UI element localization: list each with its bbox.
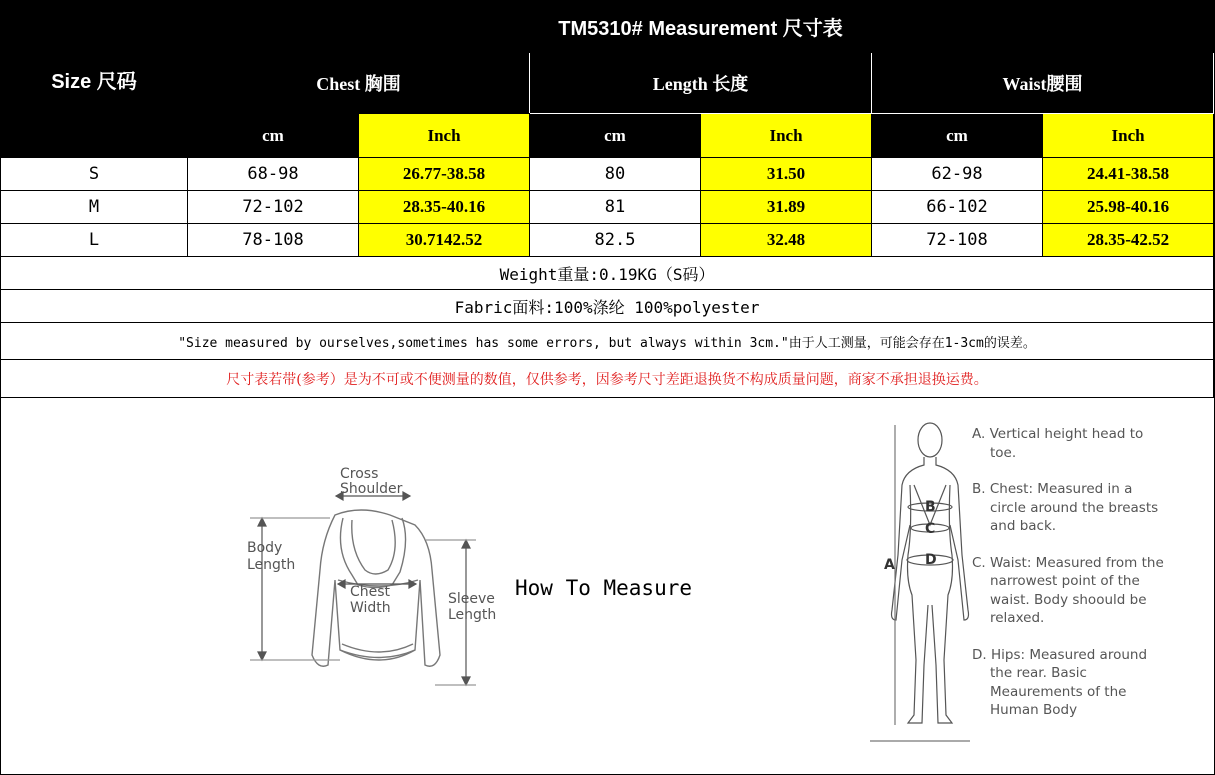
sleeve-length-label: Length: [448, 607, 497, 623]
chest-width-label: Chest: [350, 584, 391, 600]
cross-shoulder-label: Shoulder: [340, 481, 403, 497]
size-cell: M: [1, 191, 188, 224]
waist-group-header: Waist腰围: [872, 53, 1214, 114]
chest-cm-cell: 78-108: [188, 224, 359, 257]
unit-header-cm: cm: [530, 114, 701, 158]
body-measurement-legend: [972, 425, 1172, 738]
length-group-header: Length 长度: [530, 53, 872, 114]
waist-cm-cell: 72-108: [872, 224, 1043, 257]
size-header: Size 尺码: [1, 1, 188, 158]
body-length-label: Body: [247, 540, 283, 556]
waist-cm-cell: 62-98: [872, 158, 1043, 191]
unit-header-inch: Inch: [359, 114, 530, 158]
waist-inch-cell: 28.35-42.52: [1043, 224, 1214, 257]
waist-inch-cell: 24.41-38.58: [1043, 158, 1214, 191]
length-inch-cell: 32.48: [701, 224, 872, 257]
sleeve-length-label: Sleeve: [448, 591, 495, 607]
table-row: [1, 224, 1214, 257]
chest-inch-cell: 28.35-40.16: [359, 191, 530, 224]
error-note: "Size measured by ourselves,sometimes has some errors, but always within 3cm."由于人工测量，可能会存在1-3cm的误差。: [1, 323, 1214, 360]
table-row: [1, 191, 1214, 224]
body-length-label: Length: [247, 557, 296, 573]
fabric-note: Fabric面料:100%涤纶 100%polyester: [1, 290, 1214, 323]
length-inch-cell: 31.89: [701, 191, 872, 224]
chest-cm-cell: 72-102: [188, 191, 359, 224]
chart-title: TM5310# Measurement 尺寸表: [188, 1, 1214, 53]
legend-item-b: B. Chest: Measured in a circle around the breasts and back.: [972, 481, 1159, 534]
size-cell: L: [1, 224, 188, 257]
waist-inch-cell: 25.98-40.16: [1043, 191, 1214, 224]
chest-cm-cell: 68-98: [188, 158, 359, 191]
legend-item-c: C. Waist: Measured from the narrowest point of the waist. Body shoould be relaxed.: [972, 554, 1164, 626]
legend-item-d: D. Hips: Measured around the rear. Basic Meaurements of the Human Body: [972, 646, 1148, 718]
size-cell: S: [1, 158, 188, 191]
table-row: [1, 158, 1214, 191]
body-diagram: [870, 415, 970, 745]
chest-width-label: Width: [350, 600, 391, 616]
length-cm-cell: 80: [530, 158, 701, 191]
how-to-measure-title: How To Measure: [515, 576, 693, 600]
body-letter-a: A: [884, 557, 895, 573]
legend-item-a: A. Vertical height head to toe.: [972, 426, 1144, 461]
waist-cm-cell: 66-102: [872, 191, 1043, 224]
weight-note: Weight重量:0.19KG（S码）: [1, 257, 1214, 290]
unit-header-cm: cm: [188, 114, 359, 158]
cross-shoulder-label: Cross: [340, 466, 379, 482]
unit-header-inch: Inch: [1043, 114, 1214, 158]
length-cm-cell: 82.5: [530, 224, 701, 257]
length-cm-cell: 81: [530, 191, 701, 224]
unit-header-inch: Inch: [701, 114, 872, 158]
length-inch-cell: 31.50: [701, 158, 872, 191]
garment-diagram: [240, 460, 510, 695]
disclaimer-note: 尺寸表若带(参考）是为不可或不便测量的数值，仅供参考，因参考尺寸差距退换货不构成质量问题，商家不承担退换运费。: [1, 360, 1214, 398]
chest-group-header: Chest 胸围: [188, 53, 530, 114]
body-letter-c: C: [925, 521, 936, 537]
body-letter-d: D: [925, 552, 937, 568]
unit-header-cm: cm: [872, 114, 1043, 158]
chest-inch-cell: 30.7142.52: [359, 224, 530, 257]
body-letter-b: B: [925, 499, 936, 515]
chest-inch-cell: 26.77-38.58: [359, 158, 530, 191]
